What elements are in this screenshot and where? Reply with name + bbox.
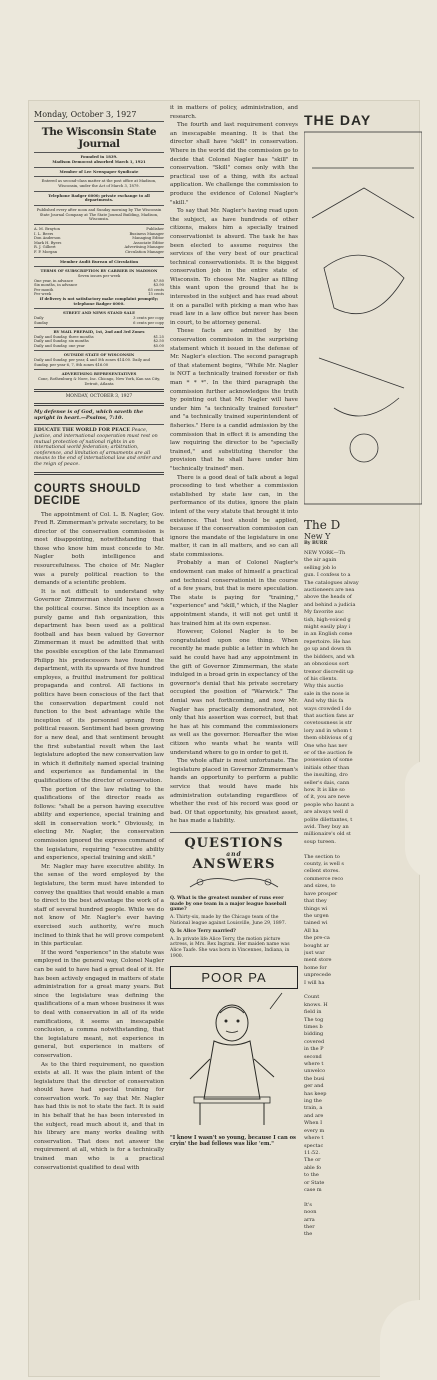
comic-title: POOR PA: [170, 966, 298, 989]
entered-note: Entered as second-class matter at the post office at Madison, Wisconsin, under the Act of March 3, 1879.: [41, 179, 157, 188]
paragraph: The fourth and last requirement conveys an inescapable meaning. It is that the director shall have "skill" in conservation. Where in the world did the commission go to decide that Colonel Nagler has "skill" in conservation. "Skill" comes only with the practical use of a thing, with its actual application. We challenge the commission to produce the evidence of Colonel Nagler's "skill.": [170, 122, 298, 206]
feature-line: people who haunt a: [304, 801, 354, 808]
educate-text: Peace, justice, and international cooperation must rest on mutual protection of national rights in an international world federation; arbitration, conference, and limitation of armaments are all means to the end of international law and order and the reign of peace.: [34, 428, 162, 467]
terms-sub: Seven issues per week: [77, 274, 121, 279]
paragraph: If the word "experience" in the statute was employed in the general way, Colonel Nagler can be said to have had a great deal of it. He has been actively engaged in matters of state administration for a great many years. But since the legislature was defining the qualifications of a man whose business it was to deal with conservation in all of its wide ramifications, it seems an inescapable conclusion, a comma notwithstanding, that the legislature meant, not experience in general, but experience in matters of conservation.: [34, 949, 164, 1059]
paragraph: As to the third requirement, no question exists at all. It was the plain intent of the legislature that the director of conservation should have had special training for conservation work. To say that Mr. Nagler has had this is not to state the fact. It is said in his behalf that he has been interested in the subject, read much about it, and that in his library are many works dealing with conservation. That does not answer the requirement at all, which is for a technically trained man who is a practical conservationist qualified to deal with: [34, 1061, 164, 1171]
left-column: [34, 104, 164, 1172]
rate-row: Daily and Sunday, three months $1.25: [34, 334, 164, 339]
divider: [34, 327, 164, 328]
feature-line: ment store: [304, 957, 332, 964]
feature-line: When I: [304, 1120, 323, 1127]
rate-row: Daily 3 cents per copy: [34, 316, 164, 321]
feature-line: the bidders, and wh: [304, 653, 355, 660]
feature-line: above the heads of: [304, 594, 352, 601]
feature-line: of it, you are neve: [304, 794, 350, 801]
rate-row: Sunday 6 cents per copy: [34, 320, 164, 325]
feature-line: covetousness is str: [304, 720, 353, 727]
qa-question: Q. What is the greatest number of runs ever made by one team in a major league baseball game?: [170, 895, 287, 913]
feature-line: go up and down th: [304, 646, 352, 653]
paragraph: Probably a man of Colonel Nagler's endowment can make of himself a practical and technical conservationist in the course of a few years, but that is mere speculation. The state is paying for "training," "experience" and "skill," which, if the Nagler appointment stands, it will not get until it has trained him at its own expense.: [170, 560, 298, 627]
editorial-headline: COURTS SHOULD DECIDE: [34, 482, 141, 507]
comic-caption: "I know I wasn't so young, because I can os cryin' the bad fellows was like 'em.": [170, 1134, 296, 1148]
feature-subtitle: New Y: [304, 532, 331, 541]
feature-line: selling job lo: [304, 564, 337, 571]
feature-line: Count: [304, 994, 320, 1001]
rate-row: Daily and Sunday, six months $2.50: [34, 339, 164, 344]
feature-line: initials other than: [304, 764, 350, 771]
staff-row: Don Anderson Managing Editor: [34, 236, 164, 241]
feature-line: millionaire's old st: [304, 831, 351, 838]
feature-line: The or: [304, 1157, 321, 1164]
feature-line: er of the auction fe: [304, 749, 353, 756]
feature-line: has keep: [304, 1090, 327, 1097]
torn-edge: [405, 760, 437, 880]
qa-answer: A. In private life Alice Terry, the motion picture actress, is Mrs. Rex Ingram. Her maiden name was Alice Taafe. She was born in Vincennes, Indiana, in 1900.: [170, 936, 290, 960]
comic-illustration: [170, 989, 298, 1129]
qa-title: [170, 837, 298, 872]
divider: [170, 832, 298, 833]
feature-title: The D: [304, 518, 341, 532]
feature-line: the air again: [304, 557, 337, 564]
divider: [34, 424, 164, 425]
divider: [34, 266, 164, 267]
rate-row: Per month 65 cents: [34, 287, 164, 292]
feature-line: might easily play i: [304, 624, 351, 631]
divider: [34, 389, 164, 392]
feature-line: and behind a judicia: [304, 601, 356, 608]
day-title: THE DAY: [304, 112, 372, 128]
feature-body: [304, 550, 422, 1239]
mail-title: BY MAIL PREPAID, 1st, 2nd and 3rd Zones: [53, 329, 145, 335]
byline: By BURR: [304, 541, 328, 546]
feature-line: the pre-ca: [304, 935, 330, 942]
qa-title-bottom: ANSWERS: [192, 856, 276, 872]
divider: [34, 369, 164, 370]
feature-line: are always well d: [304, 809, 348, 816]
feature-line: times b: [304, 1024, 323, 1030]
feature-line: auctioneers are nea: [304, 587, 355, 594]
feature-line: ing the: [304, 1098, 322, 1105]
feature-line: polite dilettantes, t: [304, 816, 353, 823]
feature-line: commerce reco: [304, 875, 344, 882]
mail-list: [34, 335, 164, 349]
paragraph: Mr. Nagler may have executive ability. In the sense of the word employed by the legislature, the term must have intended to convey the qualities that would enable a man to direct to the best advantage the work of a staff of several hundred people. While we do not know of Mr. Nagler's ever having exercised such authority, we're much inclined to think that he will prove competent in this particular.: [34, 863, 164, 948]
rate-row: Daily and Sunday, one year $5.00: [34, 343, 164, 348]
divider: [34, 224, 164, 225]
feature-line: And why this fa: [304, 698, 344, 705]
feature-line: the insulting, dro: [304, 772, 348, 779]
published-note: Published every after noon and Sunday morning by The Wisconsin State Journal Company at The State Journal Building, Madison, Wisconsin.: [36, 208, 162, 222]
terms-list: [34, 279, 164, 297]
feature-line: The section to: [304, 853, 340, 860]
divider: [34, 472, 164, 475]
feature-line: cellent stores.: [304, 868, 340, 875]
feature-line: NEW YORK—Th: [304, 550, 346, 556]
paragraph: it in matters of policy, administration, and research.: [170, 105, 298, 120]
feature-line: things wi: [304, 905, 328, 912]
feature-line: tremor discredit up: [304, 668, 354, 675]
feature-line: Why this auctio: [304, 683, 344, 690]
divider: [34, 121, 164, 122]
feature-line: of his clients.: [304, 675, 338, 682]
feature-line: I will ha: [304, 979, 325, 986]
masthead-title: The Wisconsin State Journal: [41, 126, 157, 150]
outside-note: Daily and Sunday, per year, 4 and 5th zones $14.00. Daily and Sunday, per year 6, 7, 8th zones $16.00: [34, 358, 151, 367]
feature-line: ger and: [304, 1083, 324, 1090]
feature-line: ther: [304, 1223, 315, 1230]
feature-line: noon: [304, 1209, 317, 1216]
feature-line: All ha: [304, 927, 319, 934]
feature-line: an obnoxious sort: [304, 661, 350, 668]
telephone-note: Telephone Badger 6000; private exchange to all departments.: [48, 192, 150, 203]
right-column: [304, 104, 422, 1239]
divider: [34, 257, 164, 258]
feature-line: unwelco: [304, 1068, 326, 1075]
audit-line: Member Audit Bureau of Circulation: [59, 258, 139, 264]
feature-line: My favorite auc: [304, 609, 344, 616]
feature-line: spectac: [304, 1142, 324, 1149]
paragraph: However, Colonel Nagler is to be congratulated upon one thing. When recently he made public a letter in which he said he could have had any appointment in the gift of Governor Zimmerman, the state indulged in a broad grin in expectancy of the governor's denial that his private secretary occupied the position of "Warwick." The denial was not forthcoming, and now Mr. Nagler has practically demonstrated, not only that his assertion was correct, but that he has at his command the commissioners as well as the governor. Hereafter the wise citizen who wants what he wants will understand where to go in order to get it.: [170, 629, 298, 756]
feature-line: [304, 987, 422, 994]
feature-line: repertoire. He has: [304, 638, 351, 645]
feature-line: how. It is like so: [304, 787, 345, 793]
divider: [34, 350, 164, 351]
staff-row: Mark H. Byers Associate Editor: [34, 240, 164, 245]
feature-line: tained wi: [304, 920, 328, 927]
feature-line: gun. I confess to a: [304, 572, 351, 579]
qa-illustration: [170, 872, 298, 890]
feature-line: The catalogues alway: [304, 579, 359, 586]
feature-line: where t: [304, 1135, 324, 1142]
divider: [34, 152, 164, 153]
educate-peace: [34, 428, 164, 467]
torn-edge: [422, 100, 437, 1380]
feature-line: bidding: [304, 1031, 324, 1038]
bible-verse: My defense is of God, which saveth the upright in heart.—Psalms, 7:10.: [34, 408, 144, 422]
feature-line: county, is well s: [304, 861, 344, 868]
paragraph: To say that Mr. Nagler's having read upon the subject, as have hundreds of other citizens, makes him a specially trained conservationist is absurd. The task he has been elected to assume requires the services of the very best of our practical technical conservationists. It is the biggest conservation job in the entire state of Wisconsin. To choose Mr. Nagler as filling this want upon the ground that he is interested in the subject and has read about it on a parallel with picking a man who has read law in a law office but never has been in court, to be attorney general.: [170, 208, 298, 326]
paragraph: The portion of the law relating to the qualifications of the director reads as follows: "shall be a person having executive ability and experience, special training and skill in conservation work." Obviously, in electing Mr. Nagler, the conservation commission ignored the express command of the legislature, requiring "executive ability and experience, special training and skill.": [34, 786, 164, 862]
feature-line: or State: [304, 1179, 325, 1186]
feature-line: knows. H: [304, 1001, 328, 1008]
feature-line: covered: [304, 1038, 325, 1045]
feature-line: where t: [304, 1061, 324, 1068]
feature-line: them oblivious of g: [304, 735, 353, 742]
feature-line: to the: [304, 1172, 319, 1179]
feature-line: unprecede: [304, 972, 331, 979]
feature-line: every m: [304, 1127, 325, 1134]
staff-row: I. L. Beers Business Manager: [34, 231, 164, 236]
newsstand-title: STREET AND NEWS STAND SALE: [62, 310, 136, 316]
editorial-continued: [170, 104, 298, 826]
feature-line: soup tureen.: [304, 838, 336, 845]
feature-line: [304, 1194, 422, 1201]
feature-line: arra: [304, 1216, 315, 1223]
feature-line: able fo: [304, 1164, 322, 1171]
feature-line: possession of some: [304, 757, 353, 764]
feature-line: the: [304, 1231, 313, 1238]
feature-line: and sizes, to: [304, 883, 336, 890]
date-header: Monday, October 3, 1927: [34, 110, 137, 119]
qa-answer: A. Thirty-six, made by the Chicago team of the National league against Louisville, June 29, 1897.: [170, 915, 287, 927]
staff-row: R. J. Gilbert Advertising Manager: [34, 245, 164, 250]
outside-title: OUTSIDE STATE OF WISCONSIN: [63, 352, 135, 358]
adrep-title: ADVERTISING REPRESENTATIVES: [61, 371, 137, 377]
feature-line: It's: [304, 1201, 312, 1208]
divider: [34, 191, 164, 192]
absorbed-line: Madison Democrat absorbed March 1, 1921: [52, 158, 146, 164]
feature-line: that they: [304, 898, 327, 905]
middle-column: [170, 104, 298, 1148]
rate-row: Six months, in advance $3.90: [34, 283, 164, 288]
divider: [34, 176, 164, 177]
feature-line: bought ar: [304, 942, 329, 949]
cartoon-panel: [304, 128, 422, 508]
rate-row: One year, in advance $7.80: [34, 278, 164, 283]
qa-title-top: QUESTIONS: [184, 835, 284, 851]
complaint-note: If delivery is not satisfactory make complaint promptly; telephone Badger 6000.: [39, 295, 159, 306]
staff-row: A. M. Brayton Publisher: [34, 226, 164, 231]
feature-line: the urgen: [304, 912, 329, 919]
qa-title-and: and: [226, 850, 242, 858]
editorial-body: [34, 511, 164, 1173]
feature-line: in the P: [304, 1046, 324, 1053]
qa-question: Q. Is Alice Terry married?: [170, 928, 236, 934]
staff-row: F. P. Morgan Circulation Manager: [34, 249, 164, 254]
paragraph: It is not difficult to understand why Governor Zimmerman should have chosen the political course. Since its inception as a purely game and fish organization, this department has been used as a political football and has been valued by Governor Zimmerman it must be admitted that with the possible exception of the late Emmanuel Philipp his predecessors have found the department, with its upwards of five hundred employes, a fruitful instrument for political propaganda and control. All factions in politics have been conscious of the fact that the conservation department could not function to the best advantage while the inception of its personnel sprang from political reason. Sentiment had been growing for a new deal, and that sentiment brought the first substantial result when the last legislature adopted the new conservation law in which it definitely named special training and experience as fundamental in the qualifications of the director of conservation.: [34, 588, 164, 784]
feature-line: home for: [304, 964, 327, 971]
feature-line: the busi: [304, 1075, 325, 1082]
questions-answers: [170, 837, 298, 960]
feature-line: sale in the nose is: [304, 690, 350, 697]
staff-list: [34, 227, 164, 255]
paragraph: The whole affair is most unfortunate. The legislature placed in Governor Zimmerman's hands an opportunity to perform a public service that would have made his administration outstanding regardless of whether the rest of his record was good or bad. Of that opportunity, his greatest asset, he has made a liability.: [170, 758, 298, 825]
divider: [34, 205, 164, 206]
terms-title: TERMS OF SUBSCRIPTION BY CARRIER IN MADISON: [40, 268, 158, 274]
divider: [34, 308, 164, 309]
feature-line: and are: [304, 1112, 324, 1119]
feature-line: field in: [304, 1009, 322, 1016]
feature-line: in an English come: [304, 631, 353, 638]
founded-line: Founded in 1839.: [80, 154, 118, 159]
feature-line: 11:52.: [304, 1149, 320, 1156]
rate-row: Per week 15 cents: [34, 292, 164, 297]
feature-line: ways crowded I do: [304, 705, 352, 712]
paragraph: The appointment of Col. L. B. Nagler, Gov. Fred R. Zimmerman's private secretary, to be director of the conservation commission is most disappointing, notwithstanding that those who know him must concede to Mr. Nagler both intelligence and resourcefulness. The choice of Mr. Nagler was a purely political reaction to the demands of a scientific problem.: [34, 511, 164, 587]
feature-line: have prosper: [304, 890, 338, 897]
feature-line: train, a: [304, 1105, 323, 1112]
feature-line: just war: [304, 949, 325, 956]
feature-line: The tog: [304, 1016, 324, 1023]
feature-line: tish, high-voiced g: [304, 616, 351, 623]
educate-lead: EDUCATE THE WORLD FOR PEACE: [34, 427, 131, 434]
feature-line: lory and in whom t: [304, 727, 352, 734]
member-line: Member of Lee Newspaper Syndicate: [59, 168, 139, 174]
feature-line: second: [304, 1053, 322, 1060]
newsstand-list: [34, 316, 164, 325]
feature-line: that auction fans ar: [304, 712, 354, 719]
feature-line: One who has nev: [304, 742, 348, 749]
feature-line: seller's dais, cann: [304, 779, 350, 786]
adrep-note: Cone, Rothenburg & Noee, Inc. Chicago, New York, Kan sas City, Detroit, Atlanta: [37, 377, 161, 386]
date-line: MONDAY, OCTOBER 3, 1927: [65, 394, 133, 400]
divider: [34, 167, 164, 168]
feature-line: avid. They buy an: [304, 824, 349, 831]
paragraph: There is a good deal of talk about a legal proceeding to test whether a commission established by state law can, in the performance of its duties, ignore the plain intent of the very statute that brought it into existence. That test should be applied, because if the conservation commission can ignore the mandate of the legislature in one matter, it can in all matters, and so can all state commissions.: [170, 474, 298, 558]
feature-line: case m: [304, 1186, 322, 1193]
paragraph: These facts are admitted by the conservation commission in the surprising statement which it issued in the defense of Mr. Nagler's election. The second paragraph of that statement begins, "While Mr. Nagler is NOT a technically trained forester or fish man * * *". In the third paragraph the commission further acknowledges the truth by pointing out that Mr. Nagler will have under him "a technically trained forester" and "a technically trained superintendent of fisheries." Here is a candid admission by the commission that in effect it is amending the law requiring the director to be "specially trained," and substituting therefor the provision that he shall have under him "technically trained" men.: [170, 328, 298, 472]
divider: [34, 403, 164, 406]
